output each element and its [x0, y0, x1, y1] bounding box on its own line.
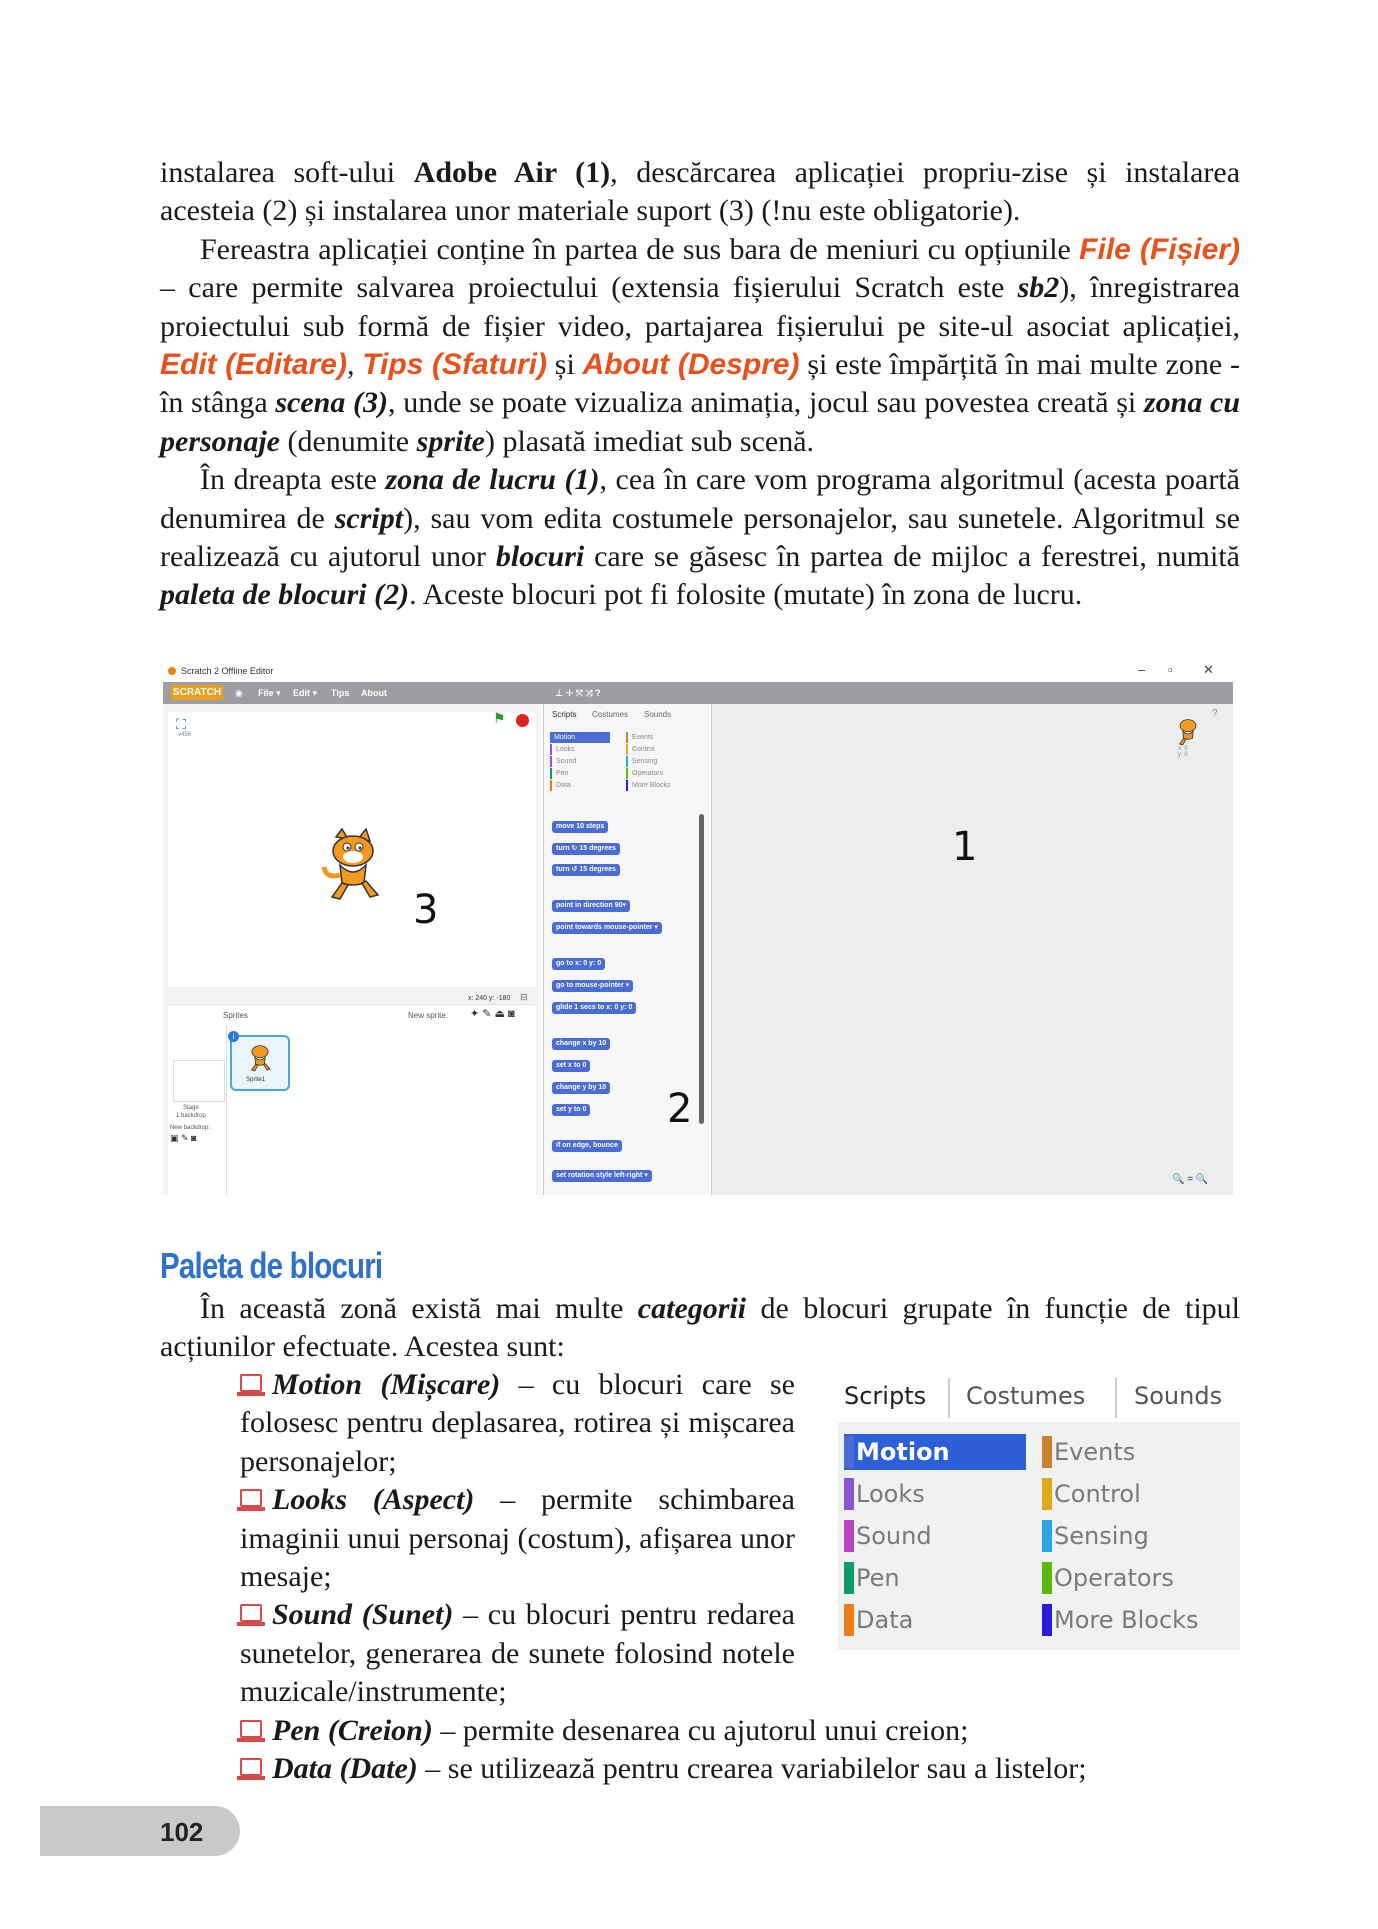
category-looks[interactable]: Looks [550, 744, 575, 755]
app-icon [168, 667, 176, 675]
laptop-icon [240, 1604, 262, 1622]
zone-label-2: 2 [667, 1086, 693, 1132]
menu-edit[interactable]: Edit ▾ [293, 688, 318, 698]
green-flag-icon[interactable]: ⚑ [493, 710, 506, 726]
block-point-direction[interactable]: point in direction 90▾ [552, 900, 630, 912]
color-swatch [1042, 1604, 1052, 1636]
sprite-corner-icon [1174, 716, 1202, 746]
category-sensing[interactable]: Sensing [626, 756, 657, 767]
toolbar-icons[interactable]: ⊥ ✛ ⤧ ⤨ ? [555, 688, 601, 698]
tab-divider [1115, 1378, 1117, 1418]
list-item: Motion (Mișcare) – cu blocuri care se folosesc pentru deplasarea, rotirea și mișcarea personajelor; [240, 1368, 795, 1478]
zoom-controls[interactable]: 🔍 = 🔍 [1172, 1174, 1209, 1185]
category-list-wide [240, 1712, 1240, 1789]
laptop-icon [240, 1489, 262, 1507]
category-pen-large[interactable]: Pen [844, 1560, 900, 1596]
tab-sounds-large[interactable]: Sounds [1134, 1382, 1223, 1410]
color-swatch [844, 1604, 854, 1636]
block-change-x[interactable]: change x by 10 [552, 1038, 610, 1050]
category-motion-large[interactable]: Motion [844, 1434, 1026, 1470]
color-swatch [844, 1436, 854, 1468]
new-backdrop-label: New backdrop: [170, 1125, 211, 1131]
editor-tabs [544, 704, 709, 724]
color-swatch [1042, 1436, 1052, 1468]
laptop-icon [240, 1758, 262, 1776]
mouse-coords: x: 240 y: -180 [468, 995, 511, 1002]
palette-zoom-image [838, 1370, 1240, 1650]
close-icon[interactable]: ✕ [1203, 662, 1214, 677]
page-number: 102 [160, 1817, 204, 1847]
minimize-icon[interactable]: – [1138, 662, 1146, 677]
backdrop-count: 1 backdrop [176, 1113, 206, 1119]
block-go-to-xy[interactable]: go to x: 0 y: 0 [552, 958, 605, 970]
stage[interactable] [168, 712, 536, 987]
paragraph-4: În această zonă există mai multe categorii de blocuri grupate în funcție de tipul acțiunilor efectuate. Acestea sunt: [160, 1292, 1240, 1364]
list-item: Data (Date) – se utilizează pentru crearea variabilelor sau a listelor; [240, 1750, 1240, 1788]
scratch-logo: SCRATCH [172, 687, 222, 698]
list-item: Sound (Sunet) – cu blocuri pentru redarea sunetelor, generarea de sunete folosind notele muzicale/instrumente; [240, 1598, 795, 1709]
block-rotation-style[interactable]: set rotation style left-right ▾ [552, 1170, 652, 1182]
category-control[interactable]: Control [626, 744, 655, 755]
block-point-towards[interactable]: point towards mouse-pointer ▾ [552, 922, 662, 934]
laptop-icon [240, 1720, 262, 1738]
block-palette [543, 704, 709, 1195]
category-looks-large[interactable]: Looks [844, 1476, 925, 1512]
window-titlebar [163, 660, 1233, 682]
sprite-name: Sprite1 [246, 1077, 266, 1083]
category-events[interactable]: Events [626, 732, 653, 743]
small-stage-icon[interactable]: ⊟ [520, 992, 528, 1002]
category-more-blocks-large[interactable]: More Blocks [1042, 1602, 1199, 1638]
category-sound[interactable]: Sound [550, 756, 576, 767]
menu-tips[interactable]: Tips [331, 688, 350, 698]
palette-tabs [838, 1370, 1240, 1422]
sprite-position: x: 0 y: 0 [1178, 746, 1188, 758]
category-operators-large[interactable]: Operators [1042, 1560, 1174, 1596]
laptop-icon [240, 1374, 262, 1392]
intro-text [160, 154, 1240, 615]
window-title: Scratch 2 Offline Editor [181, 666, 274, 676]
cat-sprite-icon[interactable] [318, 827, 388, 902]
category-list-narrow [240, 1366, 795, 1712]
tab-scripts-large[interactable]: Scripts [844, 1382, 927, 1410]
scripts-area[interactable] [711, 704, 1233, 1195]
category-events-large[interactable]: Events [1042, 1434, 1135, 1470]
category-control-large[interactable]: Control [1042, 1476, 1141, 1512]
tab-sounds[interactable]: Sounds [644, 710, 672, 719]
tab-costumes[interactable]: Costumes [592, 710, 629, 719]
category-data-large[interactable]: Data [844, 1602, 913, 1638]
category-operators[interactable]: Operators [626, 768, 663, 779]
new-sprite-label: New sprite: [408, 1011, 449, 1020]
stop-icon[interactable] [516, 714, 529, 727]
restore-icon[interactable]: ▫ [1168, 662, 1173, 677]
category-sensing-large[interactable]: Sensing [1042, 1518, 1149, 1554]
color-swatch [1042, 1520, 1052, 1552]
version-label: v456 [178, 732, 192, 738]
color-swatch [844, 1478, 854, 1510]
category-data[interactable]: Data [550, 780, 571, 791]
sprites-label: Sprites [223, 1011, 248, 1020]
stage-thumbnail[interactable] [173, 1060, 225, 1102]
page-number-tab [40, 1806, 240, 1856]
fullscreen-icon[interactable]: ⛶ [176, 716, 186, 732]
stage-label: Stage [183, 1105, 199, 1111]
globe-icon[interactable]: ◉ [235, 688, 243, 698]
scratch-editor-screenshot [163, 660, 1233, 1195]
cat-thumb-icon [246, 1041, 274, 1073]
zone-label-3: 3 [413, 887, 439, 933]
zone-label-1: 1 [952, 824, 978, 870]
block-turn-left[interactable]: turn ↺ 15 degrees [552, 864, 620, 876]
category-sound-large[interactable]: Sound [844, 1518, 932, 1554]
category-pen[interactable]: Pen [550, 768, 568, 779]
sprites-pane [168, 1004, 536, 1195]
block-set-y[interactable]: set y to 0 [552, 1104, 590, 1116]
color-swatch [844, 1520, 854, 1552]
color-swatch [1042, 1562, 1052, 1594]
info-icon[interactable]: i [228, 1031, 239, 1042]
list-item: Pen (Creion) – permite desenarea cu ajutorul unui creion; [240, 1712, 1240, 1750]
block-turn-right[interactable]: turn ↻ 15 degrees [552, 843, 620, 855]
sprite1-thumbnail[interactable] [230, 1032, 290, 1091]
tab-scripts[interactable]: Scripts [552, 710, 577, 719]
block-set-x[interactable]: set x to 0 [552, 1060, 590, 1072]
new-backdrop-tools-icon[interactable]: ▣ ✎ ◙ [170, 1133, 197, 1143]
paragraph-3: În dreapta este zona de lucru (1), cea în care vom programa algoritmul (acesta poartă denumirea de script), sau vom edita costumele personajelor, sau sunetele. Algoritmul se realizează cu ajutorul unor blocuri care se găsesc în partea de mijloc a ferestrei, numită paleta de blocuri (2). Aceste blocuri pot fi folosite (mutate) în zona de lucru. [160, 463, 1241, 612]
palette-scrollbar[interactable] [699, 814, 704, 1124]
color-swatch [1042, 1478, 1052, 1510]
block-change-y[interactable]: change y by 10 [552, 1082, 610, 1094]
block-glide[interactable]: glide 1 secs to x: 0 y: 0 [552, 1002, 636, 1014]
menu-file[interactable]: File ▾ [258, 688, 281, 698]
tab-costumes-large[interactable]: Costumes [966, 1382, 1086, 1410]
list-item: Looks (Aspect) – permite schimbarea imaginii unui personaj (costum), afișarea unor mesaje; [240, 1483, 795, 1594]
menu-bar [163, 682, 1233, 704]
block-bounce[interactable]: if on edge, bounce [552, 1140, 622, 1152]
new-sprite-tools-icon[interactable]: ✦ ✎ ⏏ ◙ [470, 1008, 515, 1020]
menu-about[interactable]: About [361, 688, 387, 698]
help-icon[interactable]: ? [1212, 708, 1218, 719]
stage-column [168, 1025, 227, 1195]
section-heading: Paleta de blocuri [160, 1245, 383, 1286]
color-swatch [844, 1562, 854, 1594]
category-motion[interactable]: Motion [550, 732, 610, 743]
category-more-blocks[interactable]: More Blocks [626, 780, 671, 791]
block-move[interactable]: move 10 steps [552, 821, 608, 833]
tab-divider [948, 1378, 950, 1418]
paragraph-2: Fereastra aplicației conține în partea de sus bara de meniuri cu opțiunile File (Fișier) – care permite salvarea proiectului (extensia fișierului Scratch este sb2), înregistrarea proiectului sub formă de fișier video, partajarea fișierului pe site-ul asociat aplicației, Edit (Editare), Tips (Sfaturi) și About (Despre) și este împărțită în mai multe zone - în stânga scena (3), unde se poate vizualiza animația, jocul sau povestea creată și zona cu personaje (denumite sprite) plasată imediat sub scenă. [160, 232, 1241, 458]
block-go-to[interactable]: go to mouse-pointer ▾ [552, 980, 633, 992]
paragraph-1: instalarea soft-ului Adobe Air (1), descărcarea aplicației propriu-zise și instalarea acesteia (2) și instalarea unor materiale suport (3) (!nu este obligatorie). [160, 156, 1241, 228]
stage-area [163, 704, 540, 1195]
